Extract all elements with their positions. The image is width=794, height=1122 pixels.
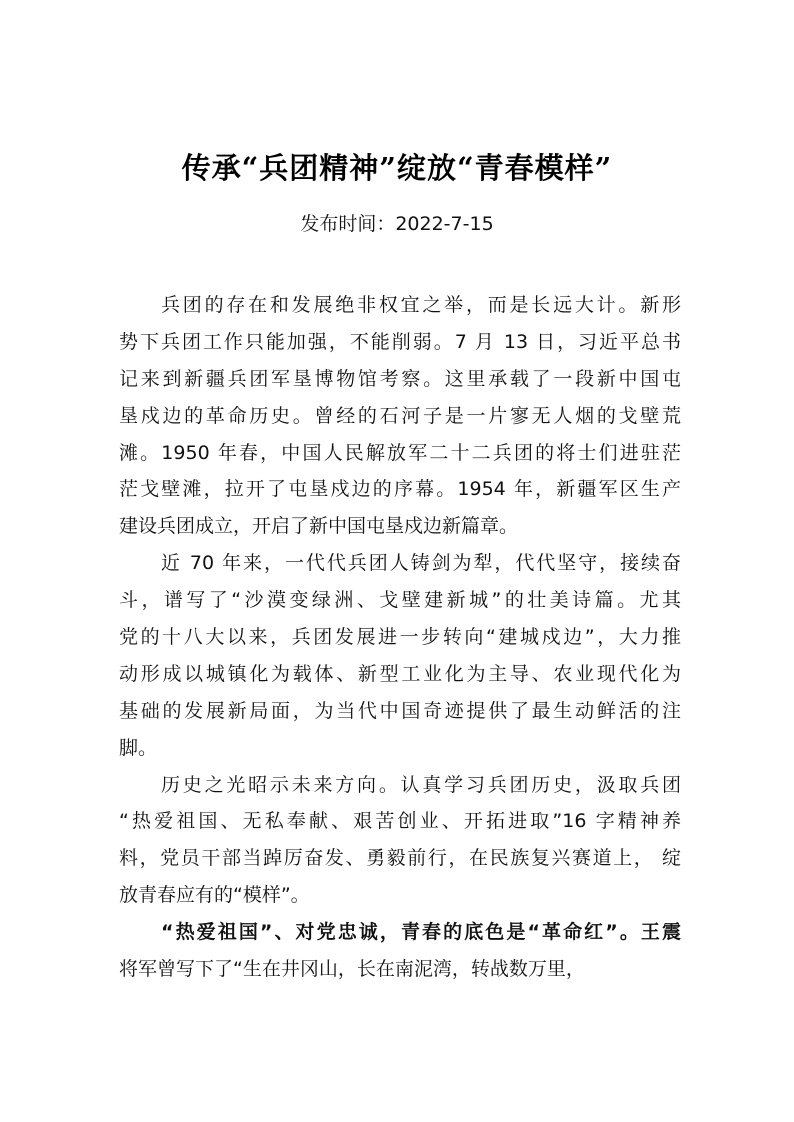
paragraph-3-line-1: 历史之光昭示未来方向。认真学习兵团历史，汲取兵团 [161,773,681,796]
paragraph-2-line-4: 动形成以城镇化为载体、新型工业化为主导、农业现代化为 [119,662,681,685]
paragraph-2-line-1: 近 70 年来，一代代兵团人铸剑为犁，代代坚守，接续奋 [161,552,681,575]
paragraph-2-line-6: 脚。 [119,736,158,759]
paragraph-3-line-4: 放青春应有的“模样”。 [119,884,310,907]
paragraph-1-line-2: 势下兵团工作只能加强，不能削弱。7 月 13 日，习近平总书 [119,330,681,353]
paragraph-2-line-5: 基础的发展新局面，为当代中国奇迹提供了最生动鲜活的注 [119,699,681,722]
paragraph-4-line-2: 将军曾写下了“生在井冈山，长在南泥湾，转战数万里， [119,958,585,981]
paragraph-2-line-3: 党的十八大以来，兵团发展进一步转向“建城戍边”，大力推 [119,626,681,649]
paragraph-2-line-2: 斗，谱写了“沙漠变绿洲、戈壁建新城”的壮美诗篇。尤其 [119,589,681,612]
paragraph-1-line-3: 记来到新疆兵团军垦博物馆考察。这里承载了一段新中国屯 [119,367,681,390]
paragraph-1-line-7: 建设兵团成立，开启了新中国屯垦戍边新篇章。 [119,515,519,538]
article-body [119,287,681,988]
paragraph-3-line-3: 料，党员干部当踔厉奋发、勇毅前行，在民族复兴赛道上， 绽 [119,847,681,870]
paragraph-4-line-1: “热爱祖国”、对党忠诚，青春的底色是“革命红”。王震 [161,921,681,944]
publish-date: 发布时间：2022-7-15 [300,213,494,235]
paragraph-1-line-5: 滩。1950 年春，中国人民解放军二十二兵团的将士们进驻茫 [119,441,681,464]
paragraph-1-line-4: 垦戍边的革命历史。曾经的石河子是一片寥无人烟的戈壁荒 [119,404,681,427]
paragraph-3-line-2: “热爱祖国、无私奉献、艰苦创业、开拓进取”16 字精神养 [119,810,681,833]
article-title: 传承“兵团精神”绽放“青春模样” [181,151,613,185]
paragraph-1-line-6: 茫戈壁滩，拉开了屯垦戍边的序幕。1954 年，新疆军区生产 [119,478,681,501]
paragraph-1-line-1: 兵团的存在和发展绝非权宜之举，而是长远大计。新形 [161,294,681,316]
